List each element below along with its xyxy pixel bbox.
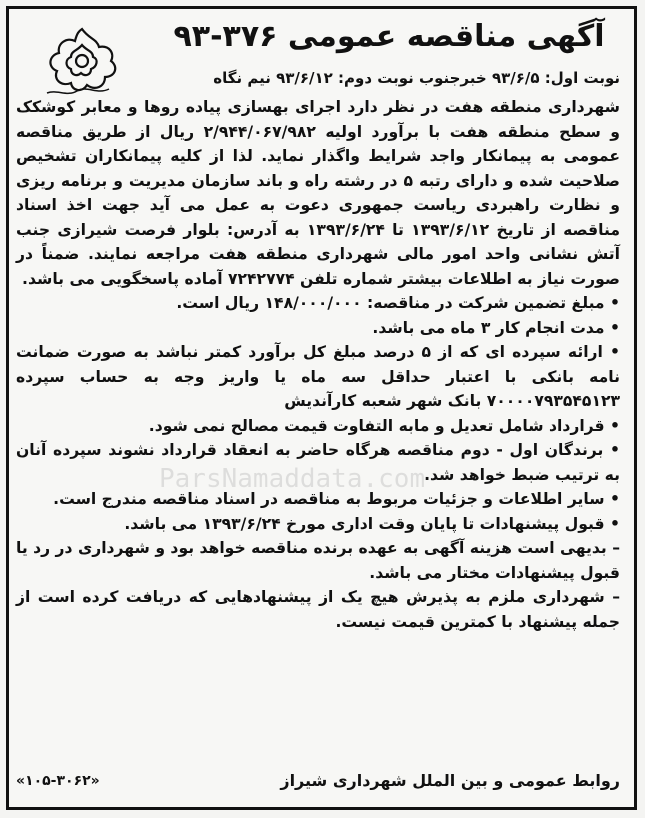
conditions-list bbox=[16, 291, 620, 536]
list-item: • مدت انجام کار ۳ ماه می باشد. bbox=[16, 316, 620, 341]
watermark-text: ParsNamaddata.com bbox=[159, 464, 426, 494]
main-paragraph: شهرداری منطقه هفت در نظر دارد اجرای بهسازی پیاده روها و معابر کوشکک و سطح منطقه هفت با برآورد اولیه ۲/۹۴۴/۰۶۷/۹۸۲ ریال از طریق مناقصه عمومی به پیمانکار واجد شرایط واگذار نماید. لذا از کلیه پیمانکاران تشخیص صلاحیت شده و دارای رتبه ۵ در رشته راه و باند سازمان مدیریت و برنامه ریزی و نظارت راهبردی ریاست جمهوری دعوت به عمل می آید جهت اخذ اسناد مناقصه از تاریخ ۱۳۹۳/۶/۱۲ تا ۱۳۹۳/۶/۲۴ به آدرس: بلوار فرصت شیرازی جنب آتش نشانی واحد امور مالی شهرداری منطقه هفت مراجعه نمایند. ضمناً در صورت نیاز به اطلاعات بیشتر شماره تلفن ۷۲۴۲۷۷۴ آماده پاسخگویی می باشد. bbox=[16, 98, 621, 288]
list-item: • مبلغ تضمین شرکت در مناقصه: ۱۴۸/۰۰۰/۰۰۰ ریال است. bbox=[16, 291, 620, 316]
shiraz-municipality-logo bbox=[39, 23, 125, 99]
list-item: • سایر اطلاعات و جزئیات مربوط به مناقصه در اسناد مناقصه مندرج است. bbox=[16, 487, 620, 512]
dash-note: – بدیهی است هزینه آگهی به عهده برنده مناقصه خواهد بود و شهرداری در رد یا قبول پیشنهادات مختار می باشد. bbox=[15, 539, 620, 582]
list-item: • قبول پیشنهادات تا پایان وقت اداری مورخ ۱۳۹۳/۶/۲۴ می باشد. bbox=[16, 512, 620, 537]
dash-note: – شهرداری ملزم به پذیرش هیچ یک از پیشنهادهایی که دریافت کرده است از جمله پیشنهاد با کمترین قیمت نیست. bbox=[16, 588, 620, 631]
list-item: • ارائه سپرده ای که از ۵ درصد مبلغ کل برآورد کمتر نباشد به صورت ضمانت نامه بانکی با اعتبار حداقل سه ماه یا واریز وجه به حساب سپرده ۷۰۰۰۰۷۹۳۵۴۵۱۲۳ بانک شهر شعبه کارآندیش bbox=[16, 340, 620, 414]
signature: روابط عمومی و بین الملل شهرداری شیراز bbox=[280, 771, 620, 790]
list-item: • قرارداد شامل تعدیل و مابه التفاوت قیمت مصالح نمی شود. bbox=[16, 414, 620, 439]
list-item: • برندگان اول - دوم مناقصه هرگاه حاضر به انعقاد قرارداد نشوند سپرده آنان به ترتیب ضبط خواهد شد. bbox=[16, 438, 620, 487]
notice-code: «۱۰۵-۳۰۶۲» bbox=[16, 772, 100, 789]
publication-dates: نوبت اول: ۹۳/۶/۵ خبرجنوب نوبت دوم: ۹۳/۶/۱۲ نیم نگاه bbox=[213, 69, 620, 87]
notice-frame bbox=[6, 6, 637, 810]
notice-body bbox=[16, 95, 620, 634]
signature-row bbox=[16, 771, 620, 790]
notice-title: آگهی مناقصه عمومی ۳۷۶-۹۳ bbox=[173, 19, 605, 54]
